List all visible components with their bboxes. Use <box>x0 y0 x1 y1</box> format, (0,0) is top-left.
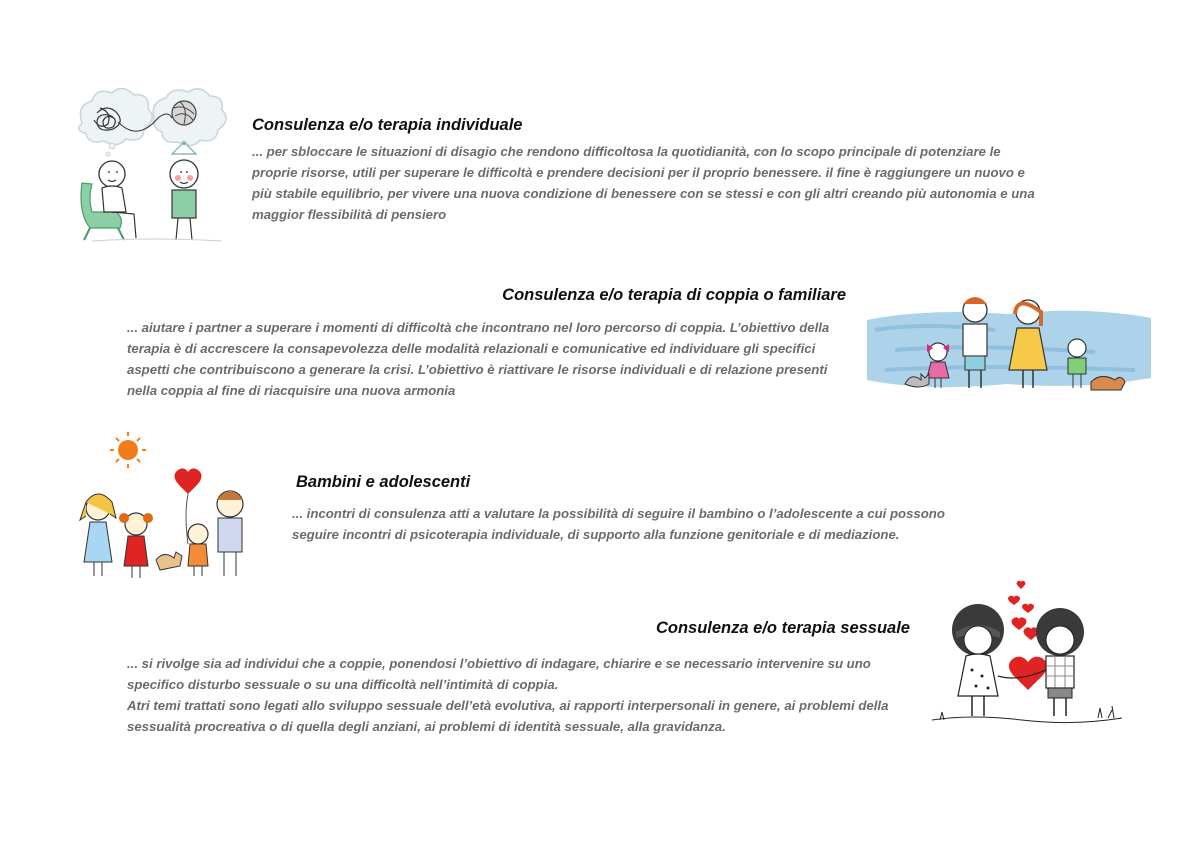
section-title-individual: Consulenza e/o terapia individuale <box>252 116 523 134</box>
couple-hearts-illustration <box>928 580 1128 728</box>
family-illustration <box>865 290 1153 398</box>
section-text-sexual <box>127 653 927 737</box>
section-title-sexual: Consulenza e/o terapia sessuale <box>655 619 910 637</box>
section-text-sexual-paragraph-1: ... si rivolge sia ad individui che a coppie, ponendosi l’obiettivo di indagare, chiarire e se necessario intervenire su uno specifico disturbo sessuale o su una difficoltà nell’intimità di coppia. <box>127 656 871 692</box>
section-text-couple-family: ... aiutare i partner a superare i momenti di difficoltà che incontrano nel loro percorso di coppia. L’obiettivo della terapia è di accrescere la consapevolezza delle modalità relazionali e comunicative ed individuare gli specifici aspetti che contribuiscono a generare la crisi. L’obiettivo è riattivare le risorse individuali e di relazione presenti nella coppia al fine di riacquisire una nuova armonia <box>127 320 830 398</box>
section-title-couple-family: Consulenza e/o terapia di coppia o familiare <box>502 286 846 304</box>
therapy-session-illustration <box>72 88 232 243</box>
children-illustration <box>70 430 250 588</box>
section-text-children: ... incontri di consulenza atti a valutare la possibilità di seguire il bambino o l’adolescente a cui possono seguire incontri di psicoterapia individuale, di supporto alla funzione genitoriale e di mediazione. <box>292 506 945 542</box>
section-text-individual: ... per sbloccare le situazioni di disagio che rendono difficoltosa la quotidianità, con lo scopo principale di potenziare le proprie risorse, utili per superare le difficoltà e prendere decisioni per il proprio benessere. il fine è raggiungere un nuovo e più stabile equilibrio, per vivere una nuova condizione di benessere con se stessi e con gli altri creando più autonomia e una maggior flessibilità di pensiero <box>252 144 1035 222</box>
section-title-children: Bambini e adolescenti <box>296 473 471 491</box>
section-text-sexual-paragraph-2: Atri temi trattati sono legati allo sviluppo sessuale dell’età evolutiva, ai rapporti interpersonali in genere, ai problemi della sessualità procreativa o di quella degli anziani, ai problemi di identità sessuale, alla gravidanza. <box>127 698 889 734</box>
